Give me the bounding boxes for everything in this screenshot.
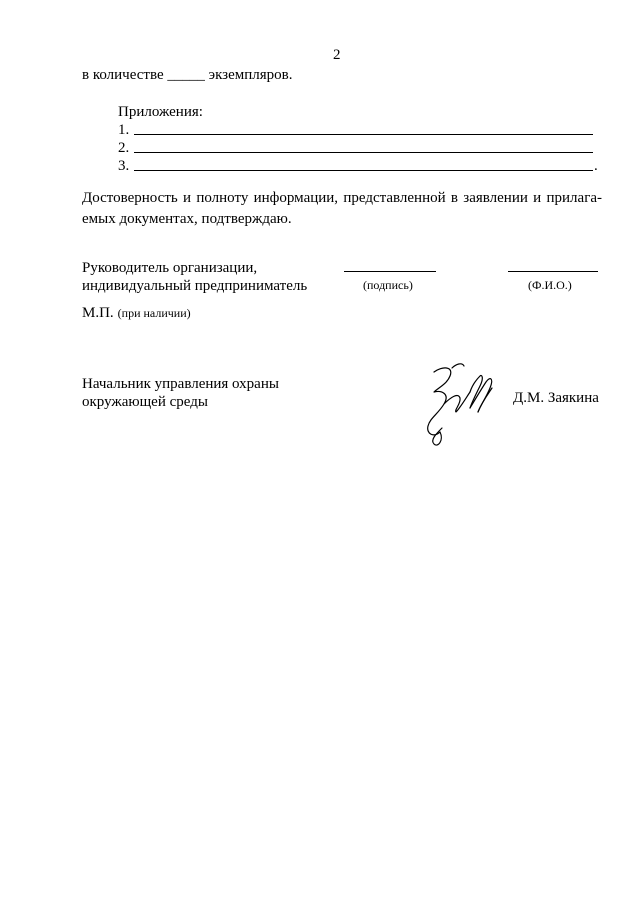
signature-line — [344, 271, 436, 272]
confirmation-text: Достоверность и полноту информации, представленной в заявлении и прилага-емых документах, подтверждаю. — [82, 190, 602, 227]
handwritten-signature-icon — [420, 358, 500, 450]
name-caption: (Ф.И.О.) — [528, 278, 572, 292]
page-number: 2 — [333, 47, 341, 63]
official-title-line1: Начальник управления охраны — [82, 376, 279, 392]
signature-caption: (подпись) — [363, 278, 413, 292]
name-line — [508, 271, 598, 272]
official-title-line2: окружающей среды — [82, 394, 208, 410]
applicant-title-line1: Руководитель организации, — [82, 260, 258, 276]
official-name: Д.М. Заякина — [513, 390, 599, 406]
attachment-end-mark: . — [594, 158, 598, 174]
stamp-label: М.П. — [82, 305, 114, 321]
copies-prefix: в количестве — [82, 67, 164, 83]
stamp-note: (при наличии) — [117, 306, 191, 320]
attachment-line-3 — [134, 170, 593, 171]
applicant-title-line2: индивидуальный предприниматель — [82, 278, 308, 294]
copies-suffix: экземпляров. — [208, 67, 293, 83]
attachment-number-2: 2. — [118, 140, 130, 156]
copies-blank: _____ — [167, 67, 205, 83]
copies-line — [82, 66, 292, 84]
attachment-line-1 — [134, 134, 593, 135]
stamp-line — [82, 304, 191, 322]
attachment-number-3: 3. — [118, 158, 130, 174]
attachment-line-2 — [134, 152, 593, 153]
attachment-number-1: 1. — [118, 122, 130, 138]
attachments-heading: Приложения: — [118, 104, 203, 120]
